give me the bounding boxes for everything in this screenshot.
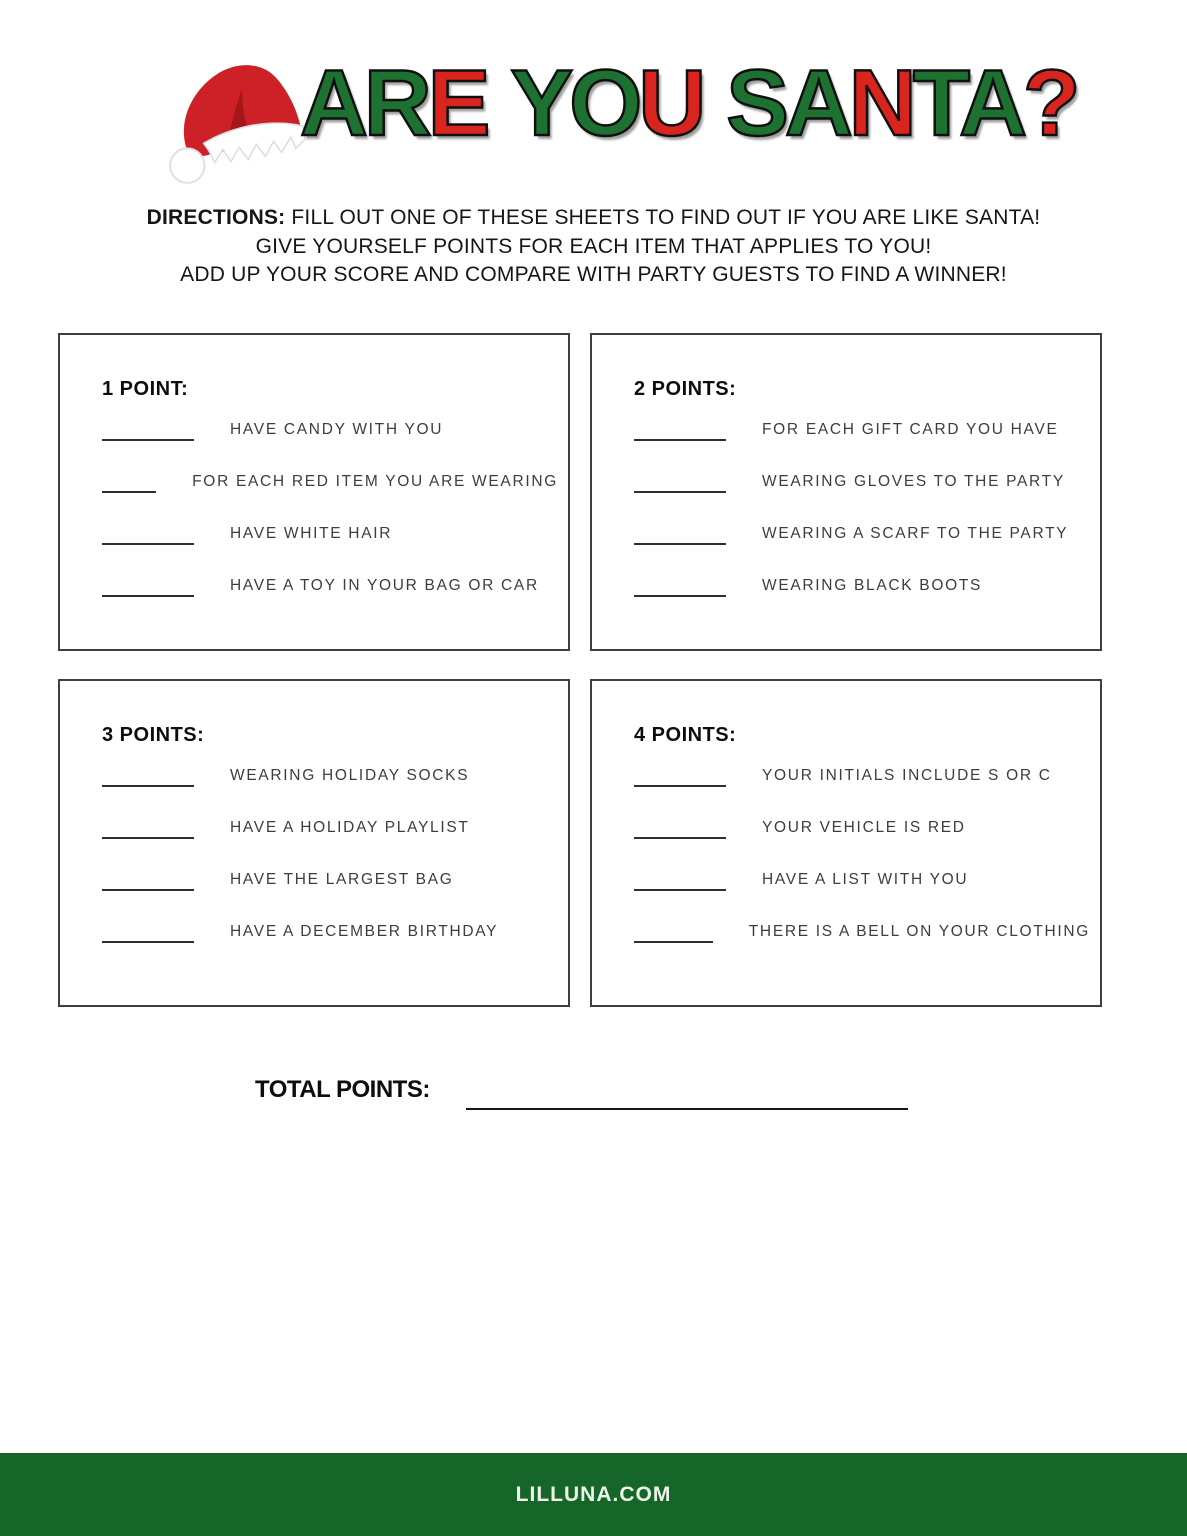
checklist-item-label: HAVE A LIST WITH YOU (762, 871, 969, 888)
score-blank-line[interactable] (634, 439, 726, 441)
score-blank-line[interactable] (102, 595, 194, 597)
points-box-heading: 2 POINTS: (634, 378, 737, 400)
title-word (300, 50, 486, 155)
score-blank-line[interactable] (634, 837, 726, 839)
score-blank-line[interactable] (634, 595, 726, 597)
points-box-2 (590, 333, 1102, 651)
checklist-item (102, 441, 558, 493)
title-letter: E (427, 50, 487, 155)
checklist-item-label: FOR EACH RED ITEM YOU ARE WEARING (192, 473, 558, 490)
score-blank-line[interactable] (634, 889, 726, 891)
checklist (634, 735, 1090, 943)
checklist (102, 735, 558, 943)
score-blank-line[interactable] (634, 785, 726, 787)
title-letter: N (848, 50, 913, 155)
score-blank-line[interactable] (634, 543, 726, 545)
title-letter: T (912, 50, 960, 155)
footer-bar (0, 1453, 1187, 1536)
score-blank-line[interactable] (102, 543, 194, 545)
santa-hat-icon (163, 54, 305, 188)
checklist-item-label: WEARING GLOVES TO THE PARTY (762, 473, 1065, 490)
title-letter: R (363, 50, 428, 155)
checklist-item-label: YOUR VEHICLE IS RED (762, 819, 966, 836)
checklist-item-label: HAVE THE LARGEST BAG (230, 871, 454, 888)
checklist-item (102, 891, 558, 943)
title-letter: S (726, 50, 785, 155)
title-word (510, 50, 702, 155)
points-box-1 (58, 333, 570, 651)
directions-line-2: GIVE YOURSELF POINTS FOR EACH ITEM THAT APPLIES TO YOU! (255, 234, 932, 258)
footer-site-text: LILLUNA.COM (515, 1482, 672, 1506)
title-letter: O (569, 50, 639, 155)
points-boxes (58, 333, 1102, 1007)
total-points-label: TOTAL POINTS: (255, 1076, 430, 1103)
score-blank-line[interactable] (102, 941, 194, 943)
points-box-3 (58, 679, 570, 1007)
points-box-4 (590, 679, 1102, 1007)
score-blank-line[interactable] (102, 491, 156, 493)
directions-text (0, 204, 1187, 290)
checklist-item-label: WEARING A SCARF TO THE PARTY (762, 525, 1069, 542)
total-points-blank-line[interactable] (466, 1108, 908, 1110)
checklist-item-label: YOUR INITIALS INCLUDE S OR C (762, 767, 1052, 784)
checklist-item (634, 787, 1090, 839)
score-blank-line[interactable] (102, 439, 194, 441)
checklist-item-label: THERE IS A BELL ON YOUR CLOTHING (748, 923, 1090, 940)
checklist-item (102, 545, 558, 597)
checklist-item (634, 839, 1090, 891)
checklist (634, 389, 1090, 597)
checklist-item-label: FOR EACH GIFT CARD YOU HAVE (762, 421, 1059, 438)
score-blank-line[interactable] (102, 785, 194, 787)
score-blank-line[interactable] (634, 941, 713, 943)
checklist-item-label: HAVE CANDY WITH YOU (230, 421, 444, 438)
checklist-item-label: WEARING BLACK BOOTS (762, 577, 983, 594)
checklist-item (634, 891, 1090, 943)
title-letter: A (784, 50, 849, 155)
title-letter: A (300, 50, 364, 155)
title-letter: Y (510, 50, 570, 155)
directions-line-1: DIRECTIONS: FILL OUT ONE OF THESE SHEETS TO FIND OUT IF YOU ARE LIKE SANTA! (146, 206, 1041, 229)
title-letter: ? (1023, 50, 1077, 155)
total-points-row (255, 1076, 908, 1104)
title-letter: U (638, 50, 703, 155)
title-letter: A (959, 50, 1024, 155)
score-blank-line[interactable] (102, 889, 194, 891)
checklist-item (102, 787, 558, 839)
points-box-heading: 4 POINTS: (634, 724, 737, 746)
directions-label: DIRECTIONS: (146, 206, 286, 229)
checklist-item-label: HAVE A HOLIDAY PLAYLIST (230, 819, 470, 836)
checklist-item-label: HAVE WHITE HAIR (230, 525, 393, 542)
checklist-item-label: HAVE A TOY IN YOUR BAG OR CAR (230, 577, 539, 594)
checklist-item (634, 493, 1090, 545)
checklist-item (634, 545, 1090, 597)
points-box-heading: 3 POINTS: (102, 724, 205, 746)
page-title (300, 50, 1077, 155)
score-blank-line[interactable] (634, 491, 726, 493)
points-box-heading: 1 POINT: (102, 378, 189, 400)
checklist-item-label: WEARING HOLIDAY SOCKS (230, 767, 470, 784)
directions-line-3: ADD UP YOUR SCORE AND COMPARE WITH PARTY GUESTS TO FIND A WINNER! (180, 263, 1007, 286)
score-blank-line[interactable] (102, 837, 194, 839)
checklist-item (634, 441, 1090, 493)
checklist-item (102, 493, 558, 545)
checklist (102, 389, 558, 597)
checklist-item-label: HAVE A DECEMBER BIRTHDAY (230, 923, 499, 940)
checklist-item (102, 839, 558, 891)
title-word (726, 50, 1076, 155)
